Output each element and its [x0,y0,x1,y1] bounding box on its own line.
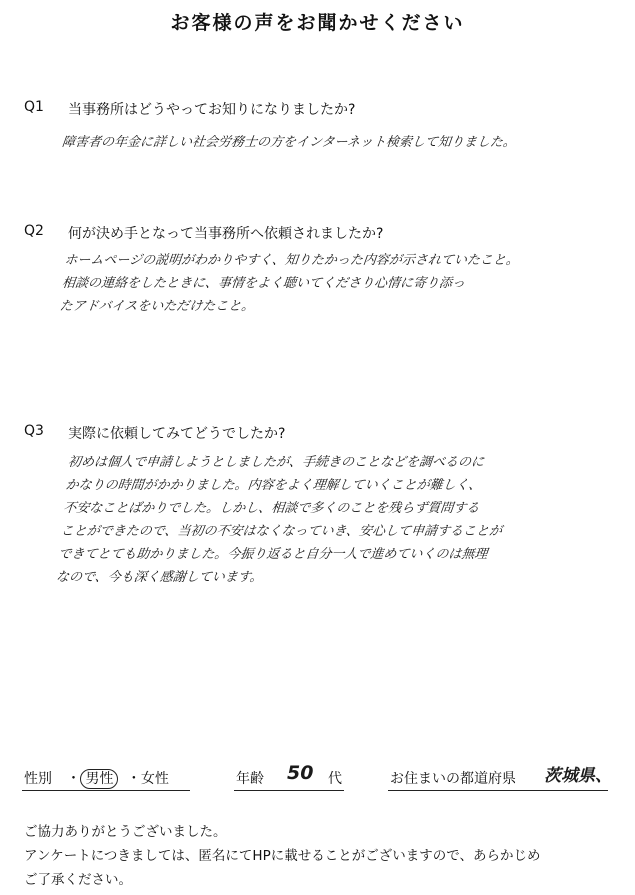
answer-line: ことができたので、当初の不安はなくなっていき、安心して申請することが [60,524,503,539]
page-title: お客様の声をお聞かせください [170,12,465,34]
question-3-text: 実際に依頼してみてどうでしたか? [68,426,286,442]
answer-line: かなりの時間がかかりました。内容をよく理解していくことが難しく、 [64,478,483,493]
question-1-label: Q1 [24,99,44,115]
answer-line: 不安なことばかりでした。しかし、相談で多くのことを残らず質問する [62,501,481,516]
question-2-text: 何が決め手となって当事務所へ依頼されましたか? [68,226,384,242]
prefecture-label: お住まいの都道府県 [390,771,516,787]
question-2-label: Q2 [24,223,44,239]
bullet: ・ [126,771,141,787]
prefecture-underline [388,790,608,791]
age-field [236,768,264,788]
age-label: 年齢 [236,771,264,787]
answer-3 [55,451,511,589]
age-underline [234,790,344,791]
question-1-text: 当事務所はどうやってお知りになりましたか? [68,102,356,118]
closing-line: ご協力ありがとうございました。 [24,824,227,840]
closing-line: アンケートにつきましては、匿名にてHPに載せることがございますので、あらかじめ [24,848,541,864]
age-value: 50 [287,762,314,784]
closing-note [24,820,540,892]
closing-line: ご了承ください。 [24,872,132,888]
gender-underline [22,790,190,791]
answer-2 [58,249,520,318]
answer-1 [61,131,517,154]
gender-option-male-circled: 男性 [80,769,118,789]
bullet: ・ [66,771,81,787]
gender-field [24,768,169,789]
prefecture-value: 茨城県、 [544,766,612,786]
answer-line: なので、今も深く感謝しています。 [55,570,264,585]
answer-line: 相談の連絡をしたときに、事情をよく聴いてくださり心情に寄り添っ [61,276,466,291]
prefecture-field [390,768,516,788]
gender-option-female: 女性 [140,771,169,787]
answer-line: 初めは個人で申請しようとしましたが、手続きのことなどを調べるのに [67,455,485,470]
answer-line: ホームページの説明がわかりやすく、知りたかった内容が示されていたこと。 [63,253,520,268]
question-3-label: Q3 [24,423,44,439]
gender-label: 性別 [24,771,52,787]
answer-line: たアドバイスをいただけたこと。 [58,299,255,314]
answer-line: 障害者の年金に詳しい社会労務士の方をインターネット検索して知りました。 [61,135,517,150]
answer-line: できてとても助かりました。今振り返ると自分一人で進めていくのは無理 [57,547,489,562]
age-suffix: 代 [328,771,342,787]
